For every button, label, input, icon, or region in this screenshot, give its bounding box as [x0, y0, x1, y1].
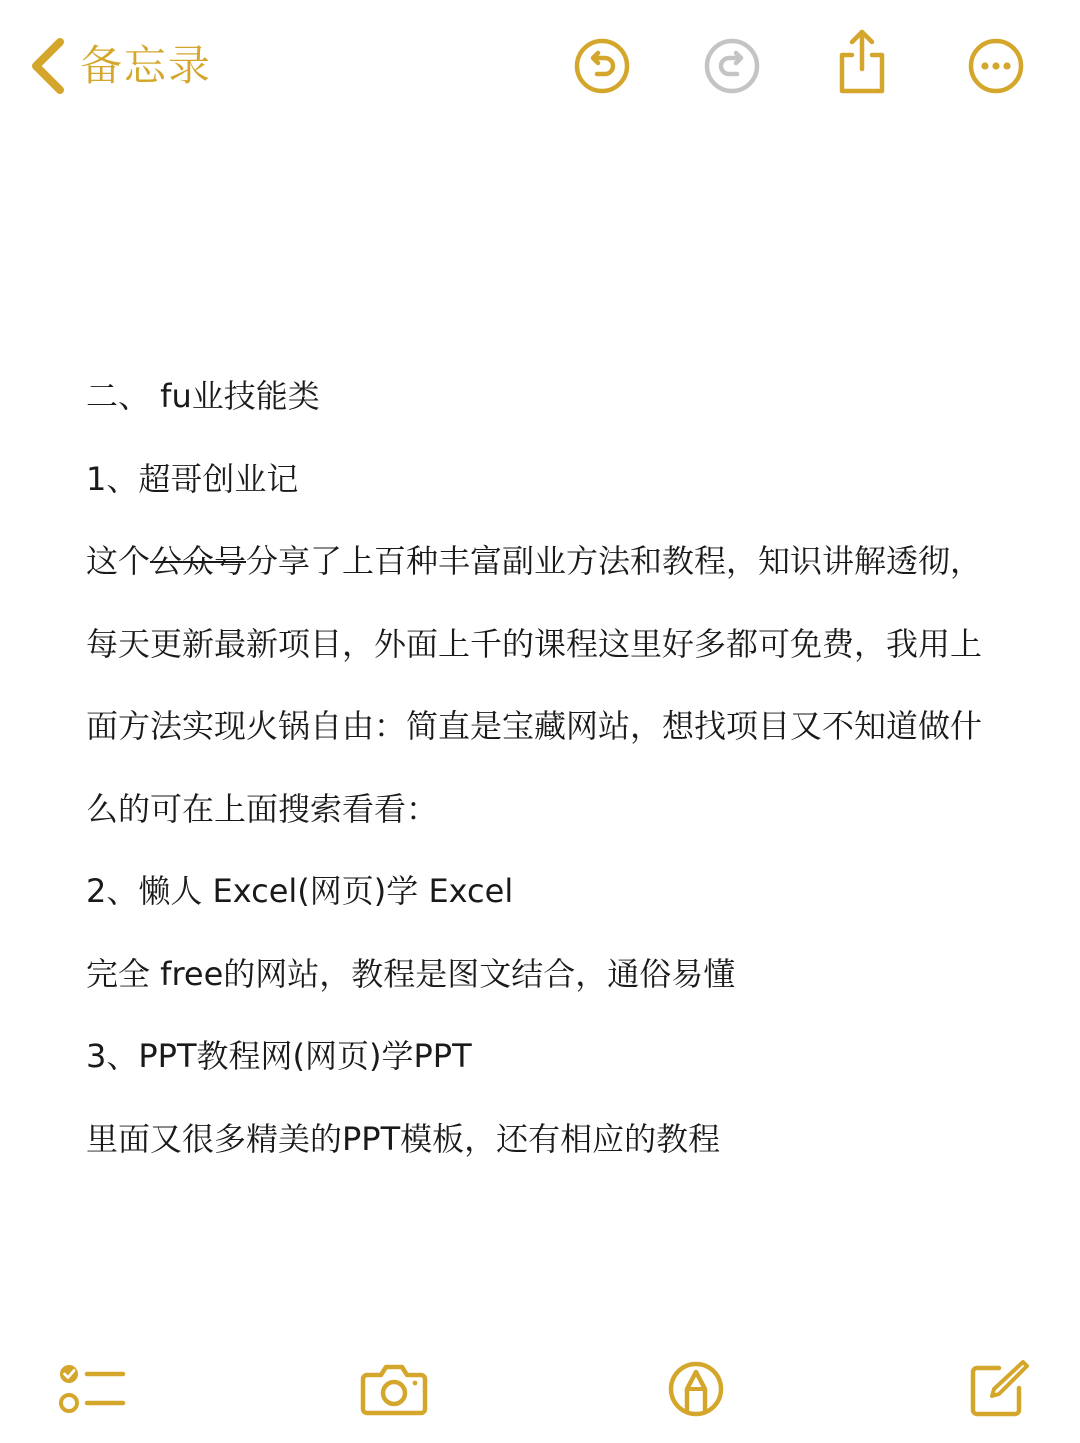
redo-button[interactable]: [702, 36, 762, 96]
more-icon: [967, 37, 1025, 95]
item3-desc: 里面又很多精美的PPT模板，还有相应的教程: [86, 1119, 721, 1158]
compose-button[interactable]: [962, 1356, 1034, 1422]
note-heading: 二、 fu业技能类: [86, 377, 320, 415]
checklist-button[interactable]: [56, 1356, 128, 1422]
item1-desc-line3: 面方法实现火锅自由：简直是宝藏网站，想找项目又不知道做什: [86, 707, 983, 745]
camera-button[interactable]: [358, 1356, 430, 1422]
camera-icon: [359, 1361, 429, 1417]
chevron-left-icon: [28, 36, 68, 96]
markup-pen-icon: [666, 1359, 726, 1419]
item3-title: 3、PPT教程网(网页)学PPT: [86, 1037, 472, 1075]
item1-desc-line2: 每天更新最新项目，外面上千的课程这里好多都可免费，我用上: [86, 624, 983, 663]
redo-icon: [703, 37, 761, 95]
undo-button[interactable]: [572, 36, 632, 96]
item1-title: 1、超哥创业记: [86, 459, 299, 498]
back-button[interactable]: [28, 34, 212, 98]
share-icon: [834, 27, 890, 97]
item1-desc-prefix: 这个: [86, 542, 151, 580]
checklist-icon: [57, 1361, 127, 1417]
item2-title: 2、懒人 Excel(网页)学 Excel: [86, 872, 514, 910]
undo-icon: [573, 37, 631, 95]
item1-desc-line1: [86, 520, 1026, 603]
item1-desc-suffix: 分享了上百种丰富副业方法和教程，知识讲解透彻，: [246, 542, 983, 580]
markup-button[interactable]: [660, 1356, 732, 1422]
struck-text: 公众号: [150, 542, 247, 580]
more-button[interactable]: [966, 36, 1026, 96]
item2-desc: 完全 free的网站，教程是图文结合，通俗易懂: [86, 954, 736, 993]
item1-desc-line4: 么的可在上面搜索看看：: [86, 789, 439, 828]
share-button[interactable]: [832, 26, 892, 98]
compose-icon: [967, 1358, 1029, 1420]
back-label: 备忘录: [80, 41, 213, 90]
note-body[interactable]: [86, 355, 1026, 1180]
